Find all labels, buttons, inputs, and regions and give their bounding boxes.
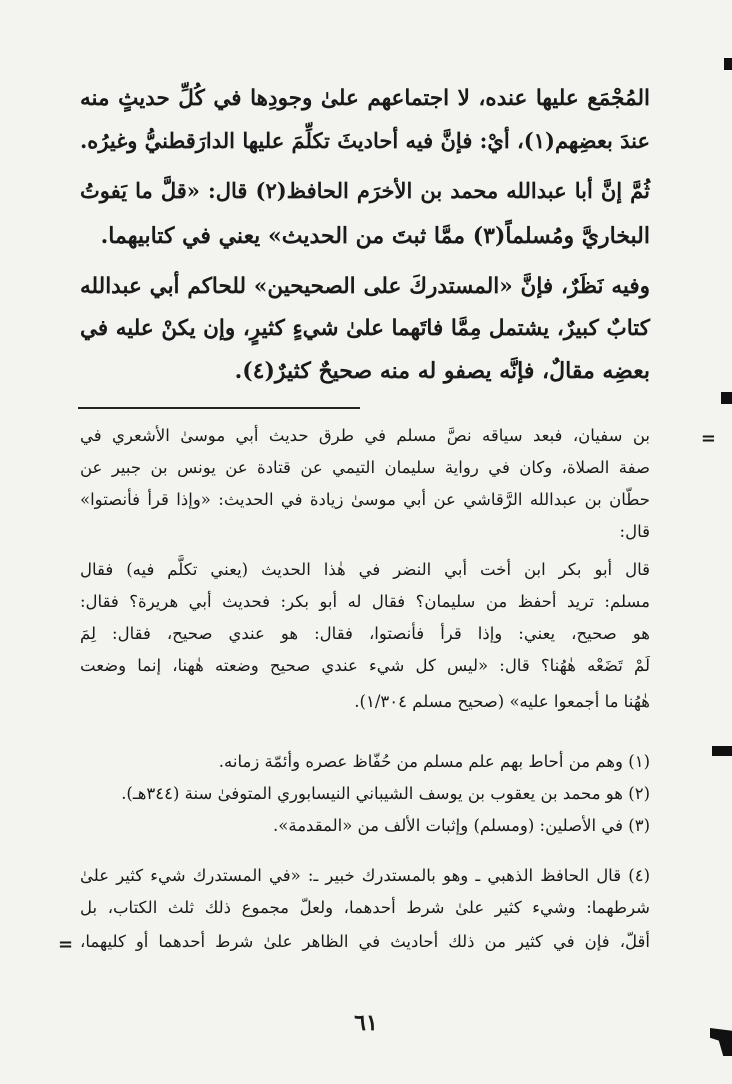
footnote-line: لَمْ تَضَعْه هٰهُنا؟ قال: «ليس كل شيء عندي صحيح وضعته هٰهنا، إنما وضعت bbox=[80, 656, 650, 675]
scan-edge-mark bbox=[710, 1028, 732, 1056]
main-line: كتابٌ كبيرٌ، يشتمل مِمَّا فاتَهما علىٰ شيءٍ كثيرٍ، وإن يكنْ عليه في bbox=[80, 316, 650, 341]
main-line: بعضِه مقالٌ، فإنَّه يصفو له منه صحيحٌ كثيرٌ(٤). bbox=[234, 358, 650, 384]
footnote-line: بن سفيان، فبعد سياقه نصَّ مسلم في طرق حديث أبي موسىٰ الأشعري في bbox=[80, 426, 650, 445]
main-line: ثُمَّ إنَّ أبا عبدالله محمد بن الأخرَم الحافظ(٢) قال: «قلَّ ما يَفوتُ bbox=[80, 178, 650, 203]
continuation-marker: = bbox=[700, 428, 716, 449]
main-line: عندَ بعضِهم(١)، أيْ: فإنَّ فيه أحاديثَ تكلِّمَ عليها الدارَقطنيُّ وغيرُه. bbox=[80, 128, 650, 153]
main-line: المُجْمَع عليها عنده، لا اجتماعهم علىٰ وجودِها في كُلِّ حديثٍ منه bbox=[80, 86, 650, 111]
footnote-line: صفة الصلاة، وكان في رواية سليمان التيمي عن قتادة عن يونس بن جبير عن bbox=[80, 458, 650, 477]
scan-edge-mark bbox=[724, 58, 732, 70]
footnote-line: حطّان بن عبدالله الرَّقاشي عن أبي موسىٰ زيادة في الحديث: «وإذا قرأ فأنصتوا» bbox=[80, 490, 650, 509]
footnote-2: (٢) هو محمد بن يعقوب بن يوسف الشيباني النيسابوري المتوفىٰ سنة (٣٤٤هـ). bbox=[121, 784, 650, 803]
footnote-3: (٣) في الأصلين: (ومسلم) وإثبات الألف من «المقدمة». bbox=[273, 816, 650, 835]
footnote-line: قال: bbox=[619, 522, 650, 541]
footnote-line: مسلم: تريد أحفظ من سليمان؟ فقال له أبو بكر: فحديث أبي هريرة؟ فقال: bbox=[80, 592, 650, 611]
continuation-marker: = bbox=[58, 934, 74, 955]
footnote-4-line: شرطهما: وشيء كثير علىٰ شرط أحدهما، ولعلّ مجموع ذلك ثلث الكتاب، بل bbox=[80, 898, 650, 917]
footnote-1: (١) وهم من أحاط بهم علم مسلم من حُفّاظ عصره وأئمّة زمانه. bbox=[218, 752, 650, 771]
scan-edge-mark bbox=[712, 746, 732, 756]
footnote-line: هٰهُنا ما أجمعوا عليه» (صحيح مسلم ١/٣٠٤). bbox=[354, 692, 650, 711]
footnote-4-line: (٤) قال الحافظ الذهبي ـ وهو بالمستدرك خبير ـ: «في المستدرك شيء كثير علىٰ bbox=[80, 866, 650, 885]
footnote-separator bbox=[78, 407, 360, 409]
footnote-line: هو صحيح، يعني: وإذا قرأ فأنصتوا، فقال: هو عندي صحيح، فقال: لِمَ bbox=[80, 624, 650, 643]
footnote-4-line: أقلّ، فإن في كثير من ذلك أحاديث في الظاهر علىٰ شرط أحدهما أو كليهما، bbox=[80, 932, 650, 951]
main-line: البخاريَّ ومُسلماً(٣) ممَّا ثبتَ من الحديث» يعني في كتابيهما. bbox=[100, 223, 650, 249]
scan-edge-mark bbox=[721, 392, 732, 404]
page-number: ٦١ bbox=[354, 1010, 378, 1036]
footnote-line: قال أبو بكر ابن أخت أبي النضر في هٰذا الحديث (يعني تكلَّم فيه) فقال bbox=[80, 560, 650, 579]
main-line: وفيه نَظَرٌ، فإنَّ «المستدركَ على الصحيحين» للحاكم أبي عبدالله bbox=[80, 274, 650, 299]
